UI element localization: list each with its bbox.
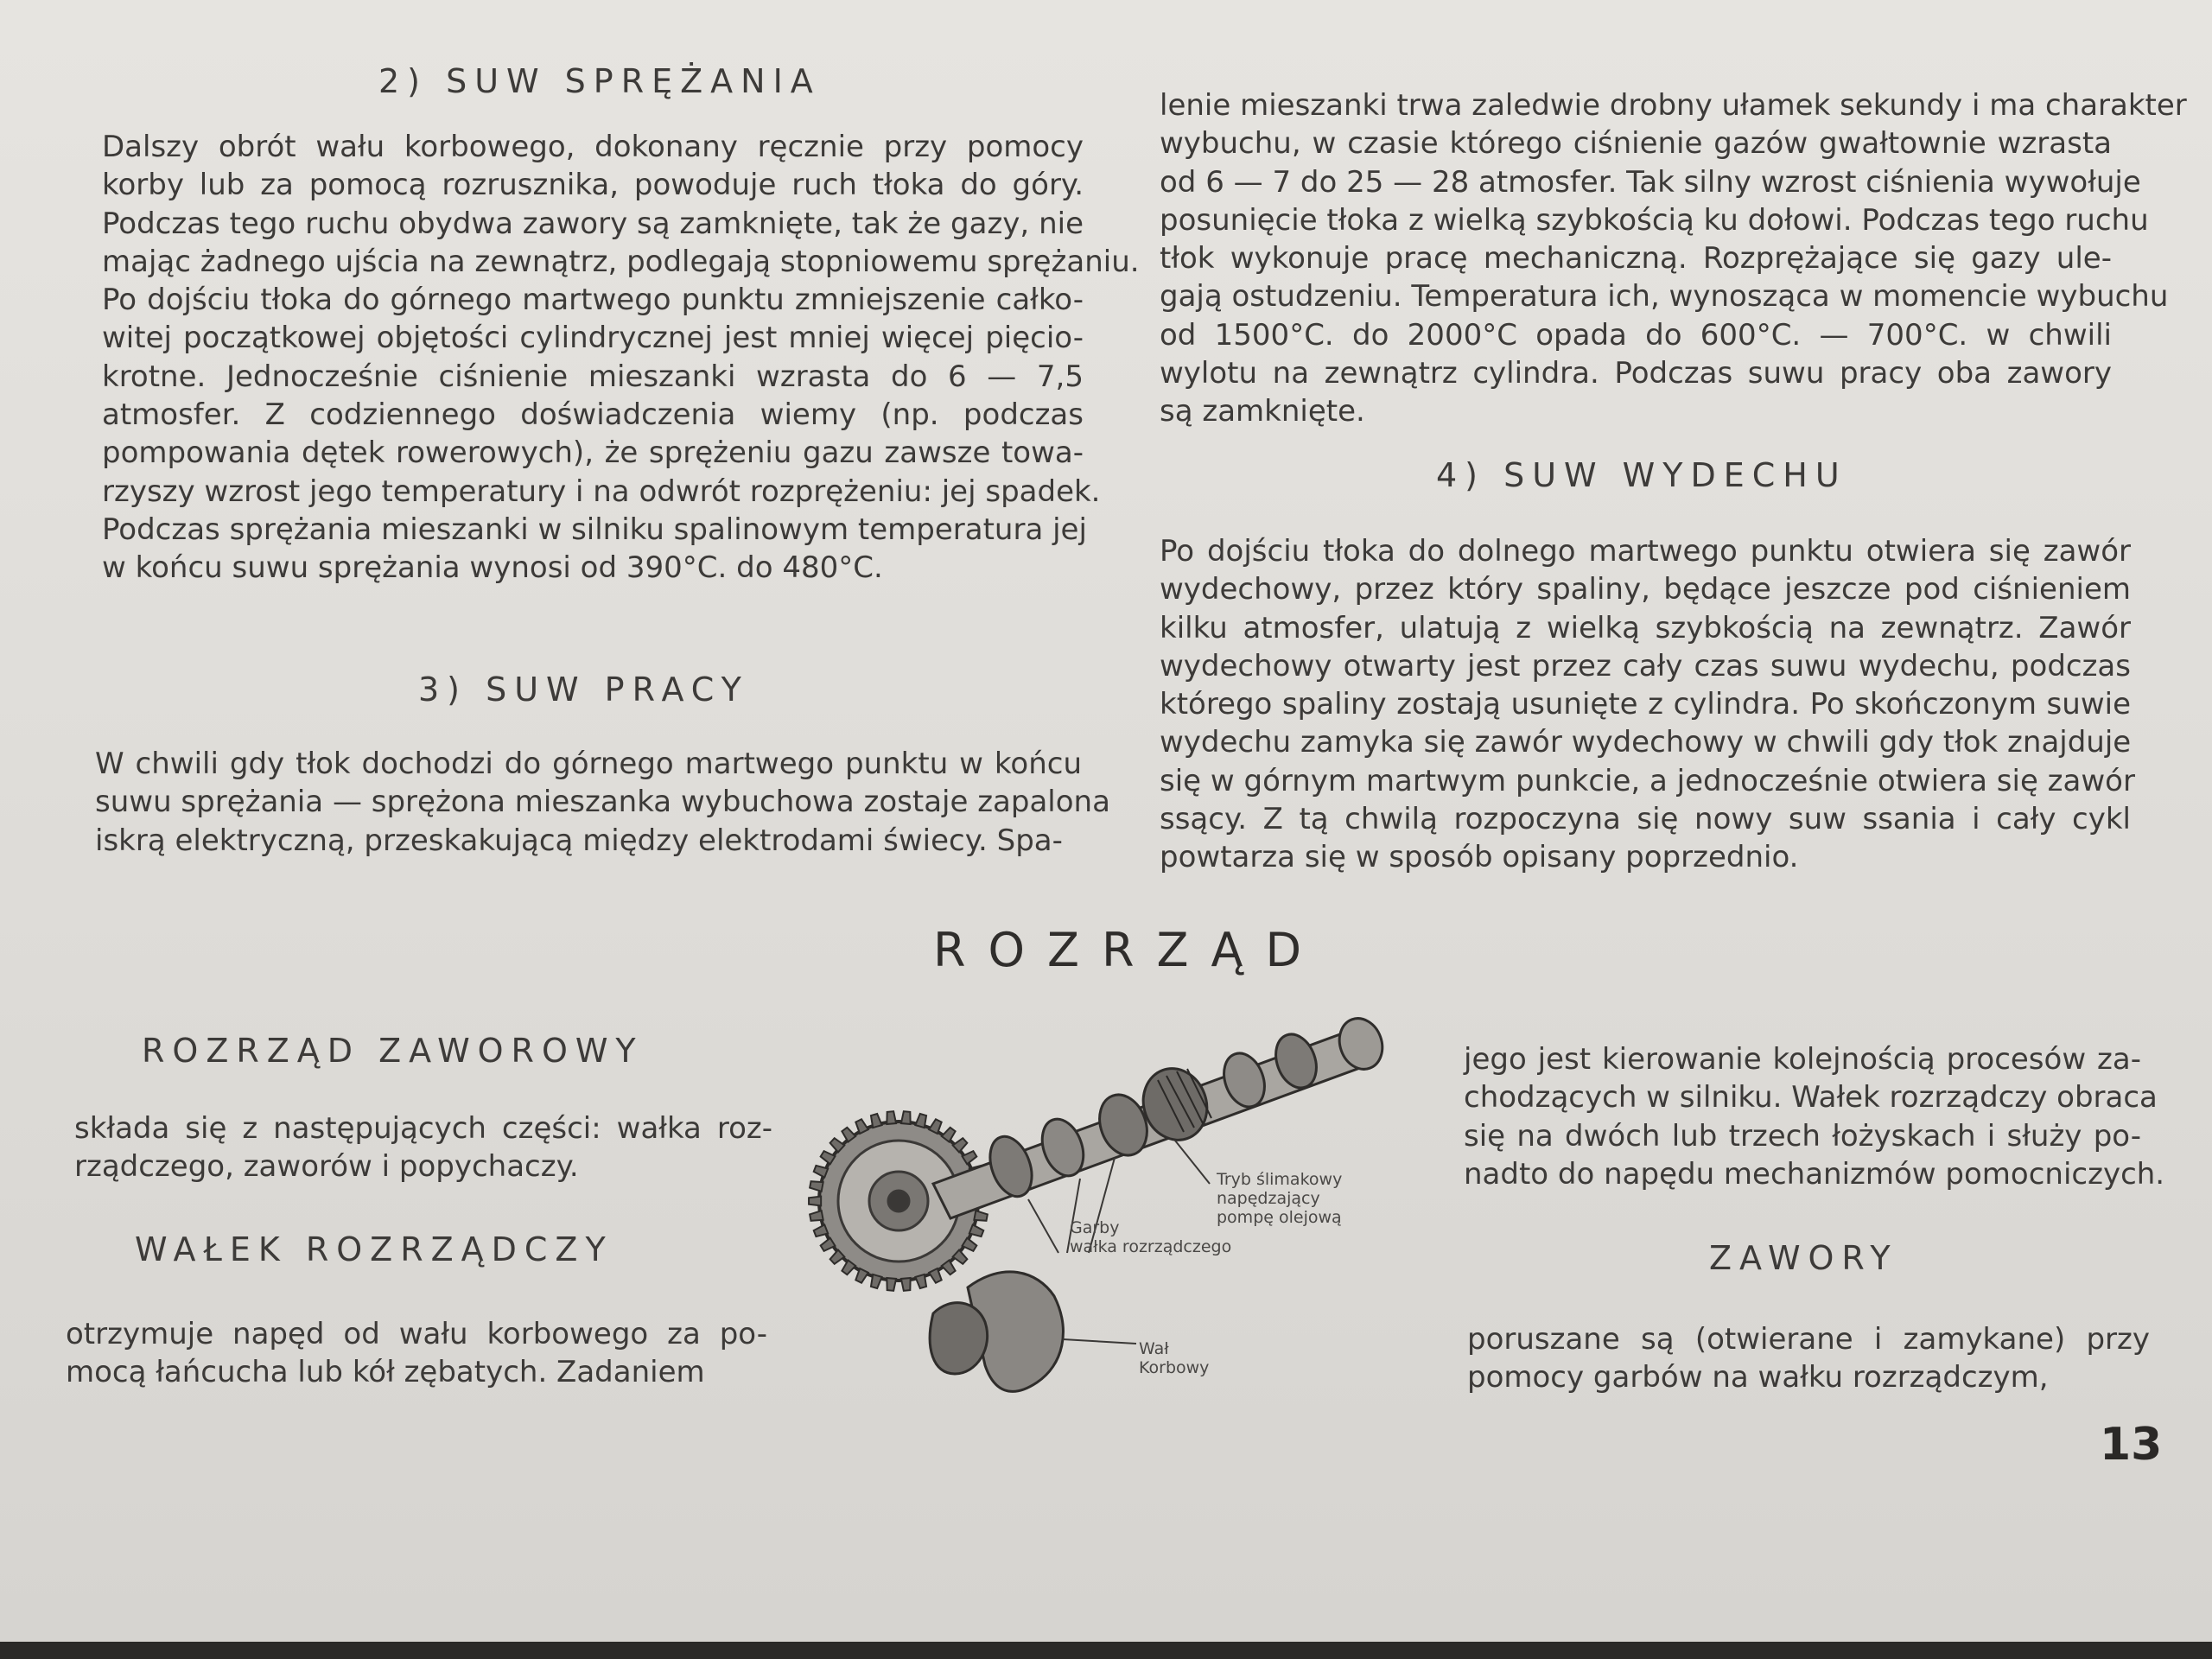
heading-suw-pracy: 3) SUW PRACY	[418, 671, 749, 709]
background-edge	[0, 1642, 2212, 1659]
text-line: korby lub za pomocą rozrusznika, powoduje ruch tłoka do góry.	[102, 168, 1084, 203]
paragraph-zawory	[1467, 1320, 2150, 1397]
text-line: rzyszy wzrost jego temperatury i na odwrót rozprężeniu: jej spadek.	[102, 474, 1101, 509]
text-line: pompowania dętek rowerowych), że sprężeniu gazu zawsze towa-	[102, 435, 1084, 471]
paragraph-suw-pracy-continued	[1160, 86, 2187, 431]
text-line: w końcu suwu sprężania wynosi od 390°C. do 480°C.	[102, 550, 883, 586]
gear-tooth	[810, 1181, 823, 1192]
page-number: 13	[2100, 1419, 2163, 1471]
paragraph-walek-rozrzadczy	[66, 1315, 767, 1392]
gear-tooth	[969, 1224, 983, 1236]
paragraph-suw-sprezania	[102, 128, 1140, 588]
heading-suw-sprezania: 2) SUW SPRĘŻANIA	[378, 62, 821, 100]
text-line: Po dojściu tłoka do górnego martwego punktu zmniejszenie całko-	[102, 283, 1084, 318]
figure-label-cams: Garby wałka rozrządczego	[1070, 1218, 1232, 1256]
text-line: otrzymuje napęd od wału korbowego za po-	[66, 1317, 767, 1351]
paragraph-rozrzad-zaworowy	[74, 1109, 772, 1186]
text-line: pomocy garbów na wałku rozrządczym,	[1467, 1360, 2049, 1395]
gear-tooth	[814, 1166, 828, 1178]
text-line: tłok wykonuje pracę mechaniczną. Rozprężające się gazy ule-	[1160, 241, 2112, 276]
text-line: Podczas sprężania mieszanki w silniku spalinowym temperatura jej	[102, 512, 1087, 547]
text-line: rządczego, zaworów i popychaczy.	[74, 1149, 579, 1185]
text-line: od 6 — 7 do 25 — 28 atmosfer. Tak silny wzrost ciśnienia wywołuje	[1160, 164, 2141, 200]
gear-tooth	[871, 1274, 882, 1288]
gear-tooth	[887, 1278, 896, 1291]
paragraph-suw-pracy	[95, 745, 1110, 860]
gear-tooth	[871, 1114, 882, 1128]
text-line: Dalszy obrót wału korbowego, dokonany ręcznie przy pomocy	[102, 130, 1084, 164]
text-line: gają ostudzeniu. Temperatura ich, wynosząca w momencie wybuchu	[1160, 279, 2169, 315]
text-line: mocą łańcucha lub kół zębatych. Zadaniem	[66, 1355, 705, 1390]
text-line: wydechowy otwarty jest przez cały czas suwu wydechu, podczas	[1160, 648, 2131, 683]
text-line: wylotu na zewnątrz cylindra. Podczas suwu pracy oba zawory	[1160, 356, 2112, 391]
text-line: składa się z następujących części: wałka roz-	[74, 1111, 772, 1146]
text-line: krotne. Jednocześnie ciśnienie mieszanki wzrasta do 6 — 7,5	[102, 359, 1084, 394]
text-line: chodzących w silniku. Wałek rozrządczy obraca	[1464, 1080, 2158, 1116]
text-line: atmosfer. Z codziennego doświadczenia wiemy (np. podczas	[102, 397, 1084, 433]
paragraph-suw-wydechu	[1160, 532, 2135, 877]
text-line: są zamknięte.	[1160, 394, 1365, 429]
heading-zawory: ZAWORY	[1709, 1239, 1898, 1277]
gear-tooth	[915, 1274, 926, 1288]
gear-tooth	[887, 1111, 896, 1124]
text-line: lenie mieszanki trwa zaledwie drobny ułamek sekundy i ma charakter	[1160, 88, 2187, 123]
text-line: mając żadnego ujścia na zewnątrz, podlegają stopniowemu sprężaniu.	[102, 244, 1140, 279]
text-line: jego jest kierowanie kolejnością procesów za-	[1464, 1042, 2141, 1077]
text-line: Podczas tego ruchu obydwa zawory są zamknięte, tak że gazy, nie	[102, 206, 1084, 241]
paragraph-walek-zadanie	[1464, 1040, 2165, 1193]
text-line: wydechu zamyka się zawór wydechowy w chwili gdy tłok znajduje	[1160, 725, 2132, 760]
text-line: iskrą elektryczną, przeskakującą między elektrodami świecy. Spa-	[95, 823, 1063, 858]
text-line: suwu sprężania — sprężona mieszanka wybuchowa zostaje zapalona	[95, 785, 1110, 820]
text-line: powtarza się w sposób opisany poprzednio.	[1160, 840, 1799, 875]
text-line: wydechowy, przez który spaliny, będące jeszcze pod ciśnieniem	[1160, 572, 2131, 607]
heading-walek-rozrzadczy: WAŁEK ROZRZĄDCZY	[135, 1230, 613, 1268]
text-line: posunięcie tłoka z wielką szybkością ku dołowi. Podczas tego ruchu	[1160, 202, 2149, 238]
gear-tooth	[915, 1114, 926, 1128]
gear-tooth	[974, 1211, 988, 1221]
text-line: witej początkowej objętości cylindrycznej jest mniej więcej pięcio-	[102, 321, 1084, 356]
text-line: W chwili gdy tłok dochodzi do górnego martwego punktu w końcu	[95, 747, 1082, 781]
text-line: wybuchu, w czasie którego ciśnienie gazów gwałtownie wzrasta	[1160, 126, 2112, 162]
text-line: nadto do napędu mechanizmów pomocniczych.	[1464, 1156, 2165, 1192]
text-line: którego spaliny zostają usunięte z cylindra. Po skończonym suwie	[1160, 687, 2131, 722]
camshaft-illustration	[804, 1002, 1426, 1417]
section-title-rozrzad: ROZRZĄD	[933, 923, 1325, 977]
text-line: się na dwóch lub trzech łożyskach i służy po-	[1464, 1118, 2141, 1154]
gear-tooth	[901, 1278, 911, 1291]
text-line: się w górnym martwym punkcie, a jednocześnie otwiera się zawór	[1160, 763, 2135, 798]
figure-label-crankshaft: Wał Korbowy	[1139, 1339, 1210, 1377]
heading-suw-wydechu: 4) SUW WYDECHU	[1436, 456, 1847, 494]
text-line: od 1500°C. do 2000°C opada do 600°C. — 700°C. w chwili	[1160, 317, 2112, 353]
heading-rozrzad-zaworowy: ROZRZĄD ZAWOROWY	[142, 1032, 644, 1070]
gear-tooth	[814, 1224, 828, 1236]
gear-tooth	[810, 1211, 823, 1221]
text-line: Po dojściu tłoka do dolnego martwego punktu otwiera się zawór	[1160, 534, 2131, 569]
text-line: poruszane są (otwierane i zamykane) przy	[1467, 1322, 2150, 1357]
gear-tooth	[901, 1111, 911, 1124]
text-line: ssący. Z tą chwilą rozpoczyna się nowy suw ssania i cały cykl	[1160, 802, 2131, 837]
gear-tooth	[809, 1197, 821, 1206]
text-line: kilku atmosfer, ulatują z wielką szybkością na zewnątrz. Zawór	[1160, 610, 2131, 645]
figure-label-worm-gear: Tryb ślimakowy napędzający pompę olejową	[1217, 1170, 1343, 1227]
